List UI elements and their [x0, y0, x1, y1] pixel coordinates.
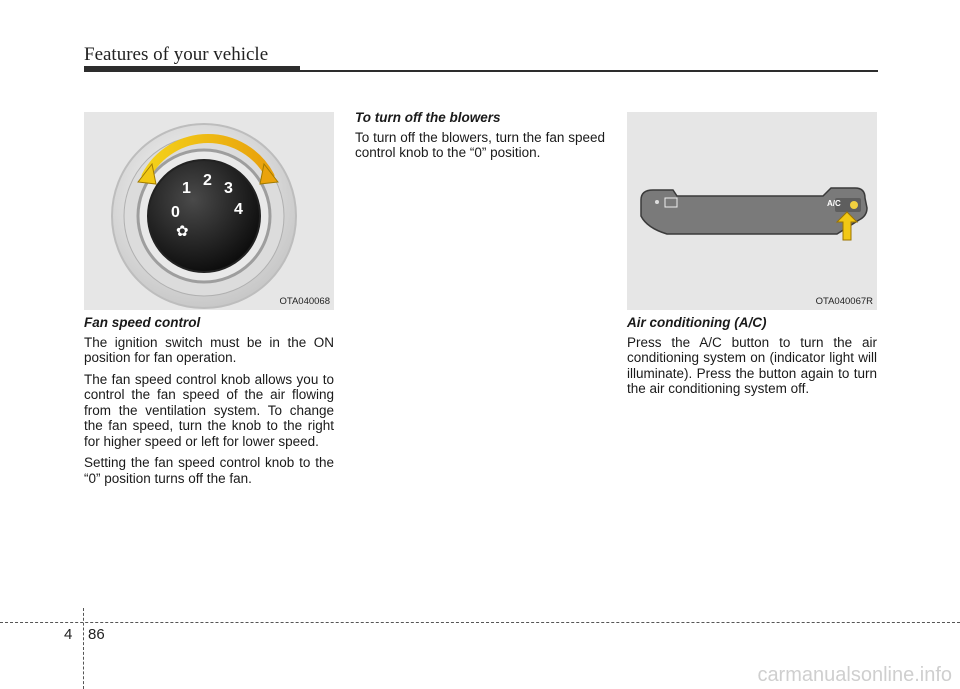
paragraph: The fan speed control knob allows you to control the fan speed of the air flowing from the ventilation system. To change the fan speed, turn the knob to the right for higher speed or left for lower speed.	[84, 371, 334, 449]
section-heading: To turn off the blowers	[355, 110, 501, 125]
fan-dial-label-1: 1	[182, 180, 191, 197]
fan-dial-label-4: 4	[234, 201, 243, 218]
fan-speed-knob-figure	[84, 112, 334, 310]
section-heading: Air conditioning (A/C)	[627, 315, 767, 330]
fan-icon: ✿	[176, 223, 189, 240]
paragraph: The ignition switch must be in the ON position for fan operation.	[84, 334, 334, 365]
fan-knob-illustration	[84, 112, 334, 310]
fan-dial-label-2: 2	[203, 172, 212, 189]
air-conditioning-section	[627, 315, 877, 403]
footer-divider	[0, 622, 960, 623]
paragraph: Press the A/C button to turn the air conditioning system on (indicator light will illuminate). Press the button again to turn the air conditioning system off.	[627, 334, 877, 396]
paragraph: To turn off the blowers, turn the fan speed control knob to the “0” position.	[355, 129, 605, 160]
figure-code: OTA040068	[279, 296, 330, 307]
page-number: 86	[88, 626, 105, 643]
paragraph: Setting the fan speed control knob to the “0” position turns off the fan.	[84, 455, 334, 486]
page-header-title: Features of your vehicle	[84, 44, 269, 65]
fan-dial-label-3: 3	[224, 180, 233, 197]
chapter-number: 4	[64, 626, 73, 643]
fan-dial-label-0: 0	[171, 204, 180, 221]
ac-panel-illustration	[627, 112, 877, 310]
blowers-off-section	[355, 110, 605, 167]
ac-button-figure	[627, 112, 877, 310]
section-heading: Fan speed control	[84, 315, 201, 330]
watermark: carmanualsonline.info	[757, 664, 952, 686]
header-rule	[84, 70, 878, 72]
footer-vertical-divider	[83, 608, 84, 689]
fan-speed-section	[84, 315, 334, 492]
figure-code: OTA040067R	[815, 296, 873, 307]
ac-button-label: A/C	[827, 199, 841, 208]
